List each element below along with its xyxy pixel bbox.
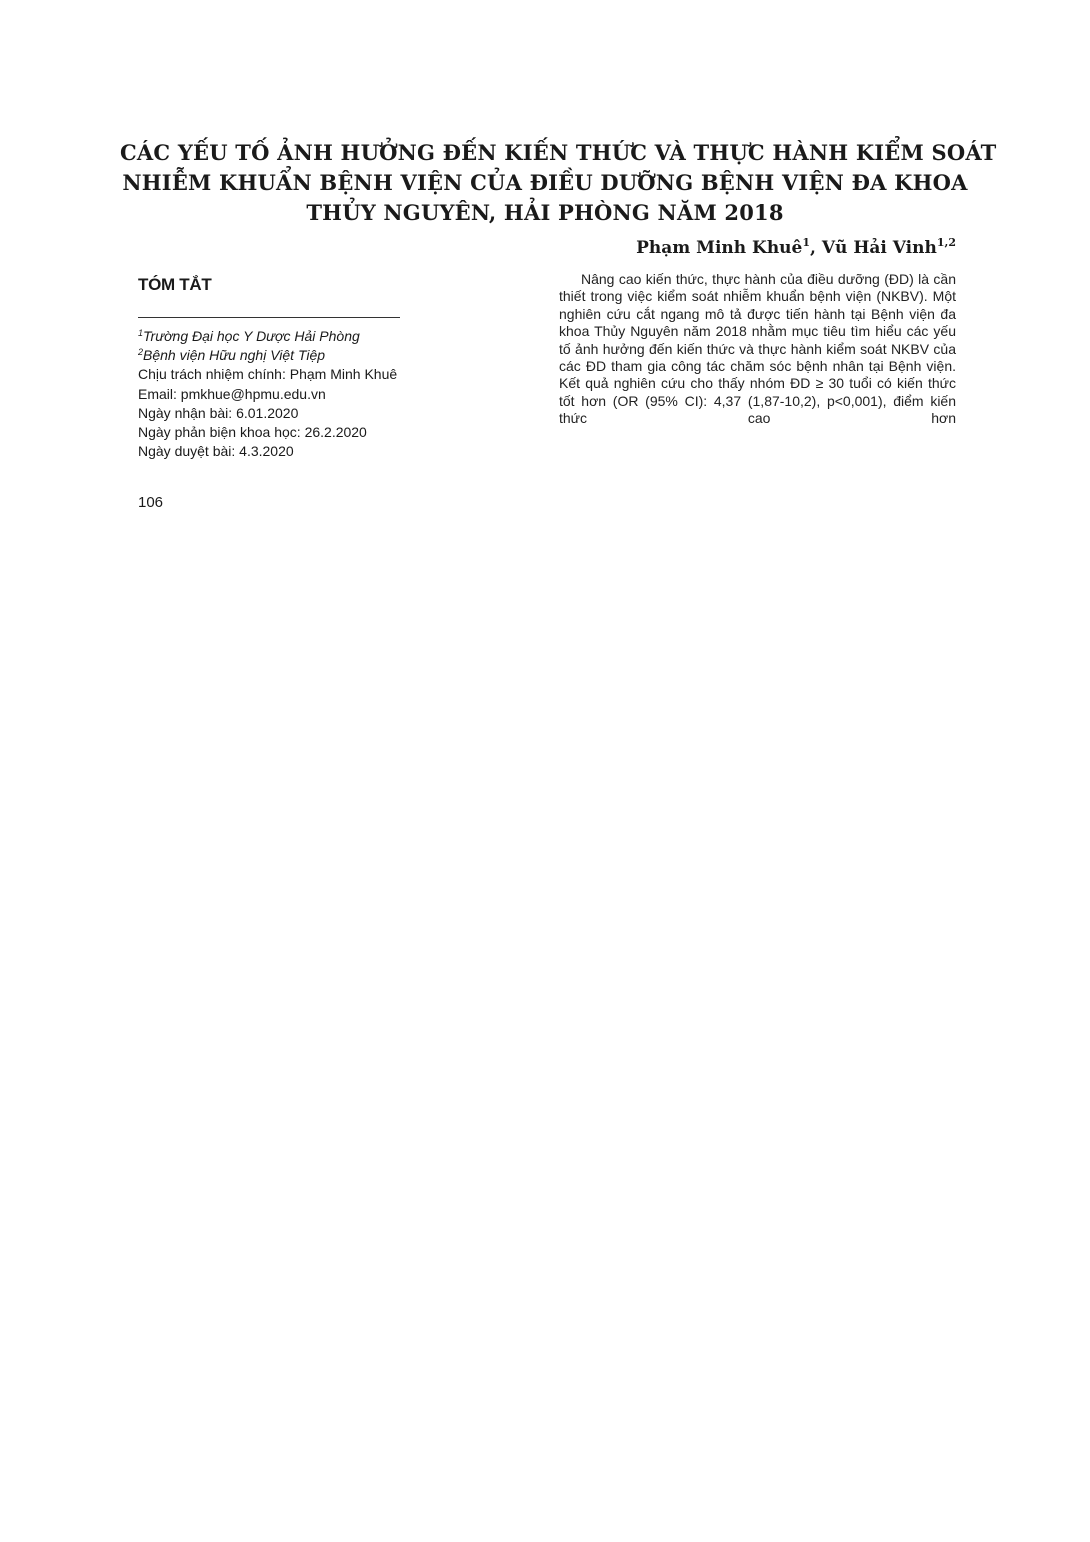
affiliation-text: Trường Đại học Y Dược Hải Phòng bbox=[143, 328, 360, 344]
accepted-date: Ngày duyệt bài: 4.3.2020 bbox=[138, 443, 294, 460]
affiliation-marker: 1 bbox=[138, 328, 144, 338]
author-affiliation-marker: 1,2 bbox=[936, 236, 956, 249]
affiliation-2 bbox=[138, 346, 468, 365]
paper-title-line-1: CÁC YẾU TỐ ẢNH HƯỞNG ĐẾN KIẾN THỨC VÀ THỰC HÀNH KIỂM SOÁT bbox=[120, 140, 997, 165]
page-number: 106 bbox=[138, 494, 164, 511]
received-date: Ngày nhận bài: 6.01.2020 bbox=[138, 404, 299, 421]
author-affiliation-marker: 1 bbox=[802, 236, 811, 249]
abstract-heading: TÓM TẮT bbox=[138, 275, 212, 294]
review-date: Ngày phản biện khoa học: 26.2.2020 bbox=[138, 424, 367, 441]
footnotes bbox=[138, 327, 468, 461]
paper-title bbox=[120, 138, 997, 228]
affiliation-marker: 2 bbox=[138, 347, 144, 358]
author-separator: , bbox=[810, 238, 822, 258]
author-name: Phạm Minh Khuê bbox=[636, 238, 803, 258]
author-name: Vũ Hải Vinh bbox=[821, 238, 937, 258]
footnote-divider bbox=[138, 317, 400, 318]
paper-title-line-3: THỦY NGUYÊN, HẢI PHÒNG NĂM 2018 bbox=[306, 200, 784, 225]
affiliation-1 bbox=[138, 327, 468, 346]
paper-title-line-2: NHIỄM KHUẨN BỆNH VIỆN CỦA ĐIỀU DƯỠNG BỆNH VIỆN ĐA KHOA bbox=[122, 170, 968, 195]
author-list bbox=[636, 238, 956, 258]
corresponding-author: Chịu trách nhiệm chính: Phạm Minh Khuê bbox=[138, 366, 398, 383]
affiliation-text: Bệnh viện Hữu nghị Việt Tiệp bbox=[143, 347, 326, 364]
contact-email: Email: pmkhue@hpmu.edu.vn bbox=[138, 385, 326, 402]
abstract-text: Nâng cao kiến thức, thực hành của điều dưỡng (ĐD) là cần thiết trong việc kiểm soát nhiễm khuẩn bệnh viện (NKBV). Một nghiên cứu cắt ngang mô tả được tiến hành tại Bệnh viện đa khoa Thủy Nguyên năm 2018 nhằm mục tiêu tìm hiểu các yếu tố ảnh hưởng đến kiến thức và thực hành kiểm soát NKBV của các ĐD tham gia công tác chăm sóc bệnh nhân tại Bệnh viện. Kết quả nghiên cứu cho thấy nhóm ĐD ≥ 30 tuổi có kiến thức tốt hơn (OR (95% CI): 4,37 (1,87-10,2), p<0,001), điểm kiến thức cao hơn bbox=[559, 271, 956, 427]
